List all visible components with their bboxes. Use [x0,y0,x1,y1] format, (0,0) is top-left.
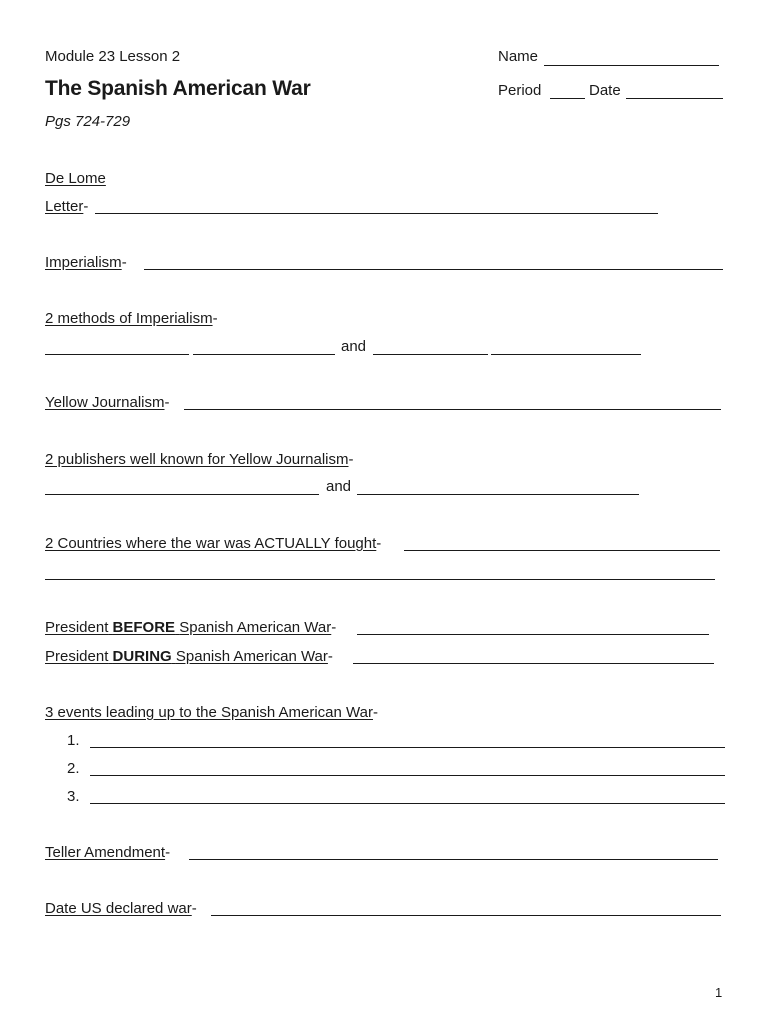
period-field[interactable] [550,98,585,99]
president-during-suffix: Spanish American War [175,648,328,665]
president-during-label-text [45,648,328,665]
countries-answer-line-1[interactable] [404,550,720,551]
event-number-2: 2. [67,760,80,777]
page-number: 1 [715,985,723,1000]
methods-and-connector: and [341,338,367,355]
publishers-and-connector: and [326,478,352,495]
methods-dash: - [212,310,218,327]
teller-label-text: Teller Amendment [45,844,166,861]
event-2-answer-line[interactable] [90,775,725,776]
page-title: The Spanish American War [45,77,311,100]
teller-dash: - [165,844,171,861]
methods-label [45,310,218,328]
imperialism-label [45,254,127,272]
countries-answer-line-2[interactable] [45,579,715,580]
president-before-dash: - [331,619,337,636]
methods-label-text: 2 methods of Imperialism [45,310,213,327]
publishers-dash: - [348,451,354,468]
president-during-label [45,648,333,666]
yellow-journalism-dash: - [164,394,170,411]
teller-answer-line[interactable] [189,859,718,860]
yellow-journalism-answer-line[interactable] [184,409,721,410]
event-1-answer-line[interactable] [90,747,725,748]
events-dash: - [372,704,378,721]
declared-label [45,900,197,918]
method-2a-answer-line[interactable] [373,354,488,355]
yellow-journalism-label [45,394,170,412]
president-during-prefix: President [45,648,109,665]
declared-label-text: Date US declared war [45,900,192,917]
declared-dash: - [191,900,197,917]
event-number-1: 1. [67,732,80,749]
declared-answer-line[interactable] [211,915,721,916]
name-label: Name [498,48,539,65]
imperialism-answer-line[interactable] [144,269,723,270]
module-lesson-label: Module 23 Lesson 2 [45,48,181,65]
event-3-answer-line[interactable] [90,803,725,804]
de-lome-answer-line[interactable] [95,213,658,214]
countries-dash: - [376,535,382,552]
page-range: Pgs 724-729 [45,113,131,130]
method-1b-answer-line[interactable] [193,354,335,355]
countries-label [45,535,381,553]
de-lome-label-text: Letter [45,198,84,215]
countries-label-text: 2 Countries where the war was ACTUALLY fought [45,535,377,552]
president-before-suffix: Spanish American War [179,619,332,636]
president-before-answer-line[interactable] [357,634,709,635]
president-before-label-text [45,619,331,636]
publishers-label-text: 2 publishers well known for Yellow Journalism [45,451,349,468]
event-number-3: 3. [67,788,80,805]
president-during-answer-line[interactable] [353,663,714,664]
president-before-prefix: President [45,619,109,636]
yellow-journalism-label-text: Yellow Journalism [45,394,165,411]
publisher-2-answer-line[interactable] [357,494,639,495]
during-word: DURING [112,648,172,665]
president-during-dash: - [327,648,333,665]
date-label: Date [589,82,621,99]
events-label [45,704,378,722]
teller-label [45,844,170,862]
date-field[interactable] [626,98,723,99]
imperialism-label-text: Imperialism [45,254,122,271]
before-word: BEFORE [112,619,176,636]
de-lome-dash: - [83,198,89,215]
method-1a-answer-line[interactable] [45,354,189,355]
de-lome-label-line1: De Lome [45,170,106,187]
imperialism-dash: - [121,254,127,271]
name-field[interactable] [544,65,719,66]
president-before-label [45,619,336,637]
events-label-text: 3 events leading up to the Spanish American War [45,704,373,721]
publisher-1-answer-line[interactable] [45,494,319,495]
publishers-label [45,451,354,469]
de-lome-label-line2 [45,198,88,216]
method-2b-answer-line[interactable] [491,354,641,355]
period-label: Period [498,82,542,99]
